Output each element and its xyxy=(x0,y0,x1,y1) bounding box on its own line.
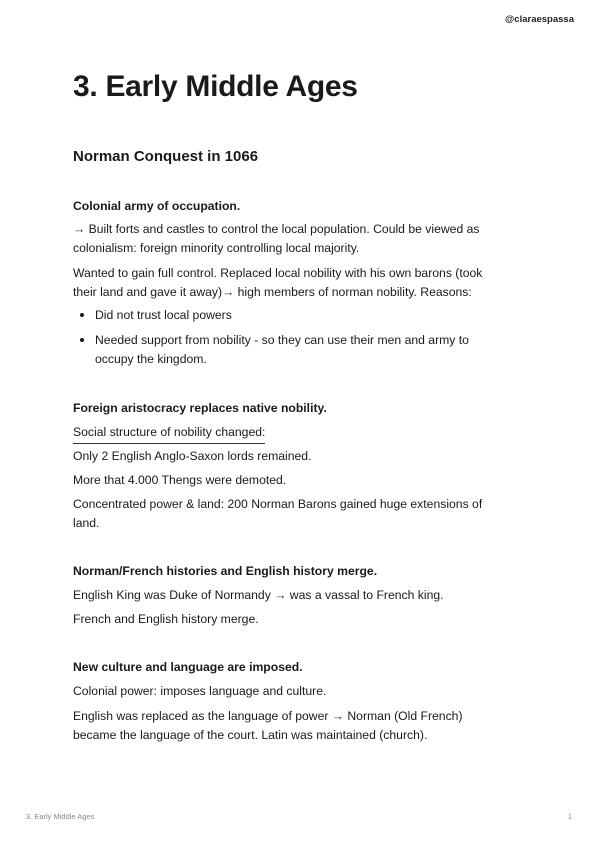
paragraph xyxy=(73,471,523,490)
bullet-list xyxy=(73,331,523,368)
paragraph xyxy=(73,610,523,629)
paragraph-line: Only 2 English Anglo-Saxon lords remained. xyxy=(73,449,312,463)
list-item xyxy=(73,306,523,325)
footer-page-title: 3. Early Middle Ages xyxy=(26,812,95,821)
section-heading: New culture and language are imposed. xyxy=(73,660,303,674)
paragraph xyxy=(73,495,523,532)
bullet-list xyxy=(73,306,523,325)
section-foreign-aristocracy xyxy=(73,399,523,417)
paragraph-line: Concentrated power & land: 200 Norman Barons gained huge extensions of xyxy=(73,497,483,511)
section-subtitle: Norman Conquest in 1066 xyxy=(73,148,259,165)
paragraph-line: became the language of the court. Latin was maintained (church). xyxy=(73,727,428,742)
paragraph-line: French and English history merge. xyxy=(73,612,259,626)
paragraph xyxy=(73,447,523,466)
section-heading: Foreign aristocracy replaces native nobility. xyxy=(73,401,327,415)
paragraph xyxy=(73,423,523,444)
paragraph-line: their land and gave it away)→ high members of norman nobility. Reasons: xyxy=(73,284,472,299)
paragraph xyxy=(73,220,523,257)
paragraph-line: Colonial power: imposes language and culture. xyxy=(73,684,327,698)
paragraph xyxy=(73,586,523,605)
paragraph-line: land. xyxy=(73,515,100,530)
section-colonial-army xyxy=(73,197,523,215)
paragraph-line: colonialism: foreign minority controlling local majority. xyxy=(73,240,360,255)
list-item xyxy=(73,331,523,368)
section-new-culture xyxy=(73,658,523,676)
paragraph xyxy=(73,682,523,701)
paragraph xyxy=(73,264,523,301)
underlined-text: Social structure of nobility changed: xyxy=(73,423,265,444)
paragraph-line: English was replaced as the language of power → Norman (Old French) xyxy=(73,709,463,723)
page-title: 3. Early Middle Ages xyxy=(73,70,358,103)
paragraph-line: → Built forts and castles to control the local population. Could be viewed as xyxy=(73,222,480,236)
section-heading: Norman/French histories and English history merge. xyxy=(73,564,378,578)
section-heading: Colonial army of occupation. xyxy=(73,199,241,213)
author-watermark: @claraespassa xyxy=(505,14,574,25)
paragraph-line: English King was Duke of Normandy → was a vassal to French king. xyxy=(73,588,444,602)
paragraph xyxy=(73,707,523,744)
footer-page-number: 1 xyxy=(567,812,572,821)
paragraph-line: Wanted to gain full control. Replaced local nobility with his own barons (took xyxy=(73,266,483,280)
list-item-text: Did not trust local powers xyxy=(95,308,232,322)
paragraph-line: More that 4.000 Thengs were demoted. xyxy=(73,473,287,487)
list-item-text: Needed support from nobility - so they can use their men and army to xyxy=(95,333,469,347)
section-histories-merge xyxy=(73,562,523,580)
list-item-text: occupy the kingdom. xyxy=(95,351,207,366)
